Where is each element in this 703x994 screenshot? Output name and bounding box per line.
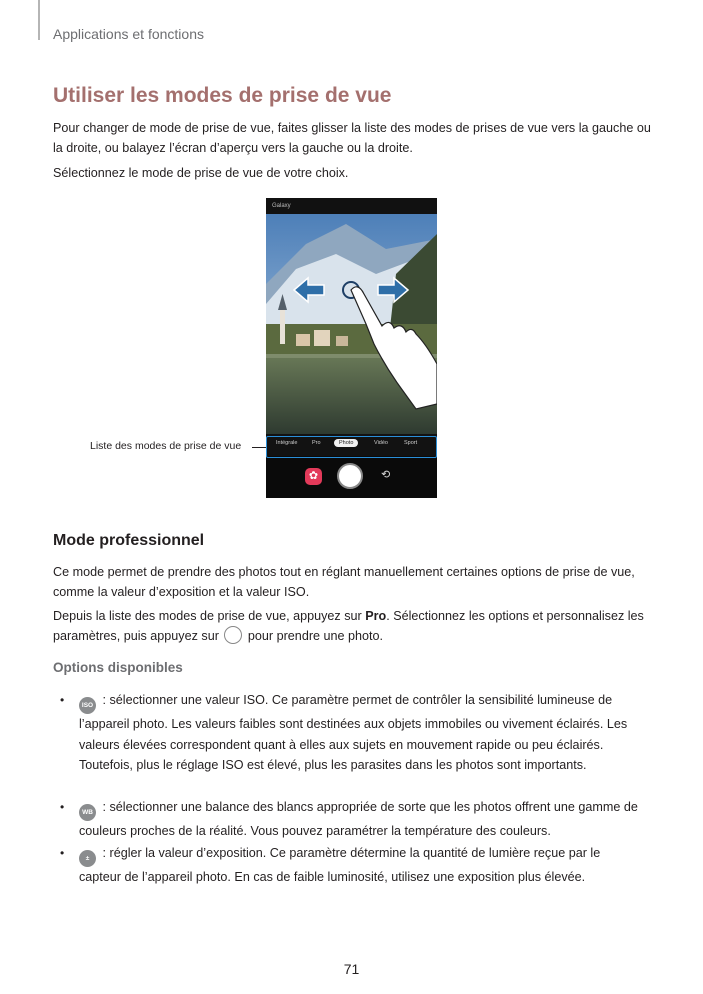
section-intro: Pour changer de mode de prise de vue, faites glisser la liste des modes de prises de vue vers la gauche ou la droite, ou balayez l’écran d’aperçu vers la gauche ou la droite. [53,121,651,155]
section-select-text: Sélectionnez le mode de prise de vue de votre choix. [53,166,349,180]
section-title: Utiliser les modes de prise de vue [53,84,392,107]
pro-mode-label: Pro [365,609,387,623]
page-number: 71 [343,961,360,977]
options-title: Options disponibles [53,660,183,675]
mode-item[interactable]: Sport [404,440,418,446]
pro-steps [53,606,653,646]
pro-steps-text: pour prendre une photo. [244,629,384,643]
bullet-dot: • [60,800,65,814]
phone-status-bar: Galaxy [266,198,437,214]
camera-controls [266,456,437,498]
left-arrow-icon [294,278,324,302]
shutter-icon [224,626,242,644]
swipe-overlay [266,214,437,434]
option-text: : régler la valeur d’exposition. Ce paramètre détermine la quantité de lumière reçue par le capteur de l’appareil photo. En cas de faible luminosité, utilisez une exposition plus élevée. [79,846,601,884]
mode-item-active[interactable]: Photo [334,439,358,447]
pro-intro: Ce mode permet de prendre des photos tout en réglant manuellement certaines options de prise de vue, comme la valeur d’exposition et la valeur ISO. [53,565,635,599]
option-text: : sélectionner une balance des blancs appropriée de sorte que les photos offrent une gamme de couleurs proches de la réalité. Vous pouvez paramétrer la température des couleurs. [79,800,638,838]
callout-line [252,447,266,448]
right-arrow-icon [378,278,408,302]
white-balance-icon: WB [79,804,96,821]
iso-icon: ISO [79,697,96,714]
mode-item[interactable]: Intégrale [276,440,298,446]
mode-item[interactable]: Vidéo [374,440,388,446]
bullet-dot: • [60,693,65,707]
exposure-icon: ± [79,850,96,867]
pro-steps-text: . Sélectionnez les options et personnalisez les paramètres, puis appuyez sur [53,609,644,643]
hand-gesture-icon [351,287,437,409]
mode-item[interactable]: Pro [312,440,321,446]
pro-steps-text: Depuis la liste des modes de prise de vue, appuyez sur [53,609,366,623]
switch-camera-icon[interactable]: ⟲ [381,469,391,481]
page-margin-rule [38,0,40,40]
bullet-dot: • [60,846,65,860]
callout-label: Liste des modes de prise de vue [90,440,242,452]
running-head: Applications et fonctions [53,26,204,42]
mode-list-highlight [266,436,437,458]
shutter-button[interactable] [337,463,363,489]
subsection-title: Mode professionnel [53,532,205,549]
effects-button[interactable]: ✿ [305,468,322,485]
option-text: : sélectionner une valeur ISO. Ce paramètre permet de contrôler la sensibilité lumineuse de l’appareil photo. Les valeurs faibles sont destinées aux objets immobiles ou vivement éclairés. Les valeurs élevées correspondent quant à elles aux sujets en mouvement rapide ou peu éclairés. Toutefois, plus le réglage ISO est élevé, plus les parasites dans les photos sont importants. [79,693,628,772]
